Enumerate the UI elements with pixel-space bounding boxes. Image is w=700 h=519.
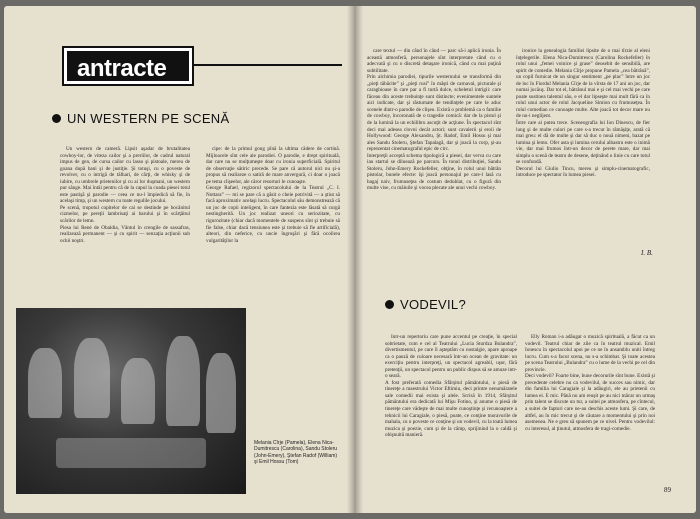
figure-silhouette xyxy=(121,358,155,424)
banner-black-box xyxy=(67,51,189,81)
magazine-spread xyxy=(4,6,696,513)
article-column-2 xyxy=(206,146,340,306)
figure-silhouette xyxy=(206,353,236,433)
article-column-1 xyxy=(60,146,190,306)
article-column-4 xyxy=(516,48,650,260)
figure-silhouette xyxy=(74,338,110,418)
column-text: Un western de cameră. Lipsit aşadar de brutalitatea cowboy-lor, de viteza cailor şi a preriilor, de cadrul natural impus de gen, de cursa cailor cu lasso şi pistoale, mereu de goana după bani şi de justiţie. Şi totuşi, cu o poveste de revolver, cu o intrigă de tâlhari, de cărţi, de whisky şi de iubire, cu umbrele prietenilor şi cu ai lor duşmani, un western pur sânge. Mai întâi pentru că de la capul la coada piesei totul este pastişă şi parodie — ceea ce nu-l împiedică să fie, în acelaşi timp, şi un western cu toate regulile jocului. Pe scenă, tropotul copitelor de cai se destinde pe bocănitul cizmelor, pe pereţii lambrisaţi ai barului şi în scârţâitul scărilor de lemn. Piesa lui René de Obaldia, Vântul în crengile de sassafras, realizează permanent — şi cu spirit — senzaţia acţiunii sub ochii noştri. xyxy=(60,146,190,244)
figure-silhouette xyxy=(166,336,200,426)
table-shape xyxy=(56,438,206,468)
column-text: care textul — din când în când — parc să-i aplică ironia. În această atmosferă, personajele sînt interpretate când cu o adecvată şi cu o discretă detaşare ironică, când cu mai puţină subtilitate. Prin alchimia parodiei, tipurile westernului se transformă din „pieţi tăbăcite” şi „pieţi rusi” în măşti de carnaval, picturale şi caraghioase în care par a fi turtă dulce, scheletul intrigii: care făceau din aceste trebuinţe sunt distincte; evenimentele suntele aici indicate, dar şi răsturnate de tendinţele pe care le aduc scenele dintr-o parodie de clişeu. Există o problemă ca o familie de cowboy, încoronată de o tragedie comică: dar de la pistol şi de la lumină la un echilibru ascuţit de acţiune. În spectacol sînt deci mai adesea clovni decât actori; sunt cavalerii şi eroii de Hollywood: George Alexandru, Şt. Radof, Emil Hossu şi mai ales Sandu Stoleru, Ştefan Tapalagă, dar şi joacă la corp, şi-au reprezentat cinematograful epic de circ. Interpreţii acceptă schema tipologică a piesei, dar verva cu care iau startul se diluează pe parcurs. În tonul distribuţiei, Sandu Stoleru, John-Emery Rockefeller, obţine, în rolul unui bătrân pistolar, bunele efecte: îşi joacă personajul pe care-l lasă cu bagaj naiv, frumuseţea de costum dedublat, cu o figură din multe vise, cu mâinile şi vocea plecate ale unui vechi cowboy. xyxy=(367,48,501,192)
left-page xyxy=(4,6,349,513)
section-banner xyxy=(62,46,194,86)
bullet-dot-icon xyxy=(385,300,394,309)
section-heading-western xyxy=(52,111,229,126)
column-text: Intr-un repertoriu care pune accentul pe creaţie, în special sobrietate, cum e cel al Teatrului „Lucia Sturdza Bulandra”, divertismentul, pe care îl aşteptăm cu nostalgie, apare aproape ca o pauză de culoare necesară într-un ocean de gravitate: un exerciţiu pentru interpreţi, un spectacol agreabil, uşor, fără pretenţii, un spectacol pentru un public dispus să se amuze intr-o seară. A fost preferată comedia Sfârşitul pământului, o piesă de tinereţe a maestrului Victor Eftimiu, deci printre nenumăratele sale comedii mai exista şi alele. Scrisă în 1914, Sfârşitul pământului era dedicată lui Mişu Fotino, şi anume o piesă de tinereţe care vădeşte de mai multe cunoştinţe şi recunoaştere a tehnicii lui Caragiale, o piesă, poate, ce conţine moravurile de mahala, cu o poveste ce conţine şi un vodevil, cu la toată lumea muzica şi poezie, cum şi de la câmp, sprijinind la o caldă şi obişnuită manieră. xyxy=(385,334,517,439)
bullet-dot-icon xyxy=(52,114,61,123)
figure-silhouette xyxy=(28,348,62,418)
section-heading-vodevil xyxy=(385,297,466,312)
photo-caption: Melania Cîrje (Pamela), Elena Nica-Dumitrescu (Carolina), Sandu Stoleru (John-Emery), Ştefan Radof (William) şi Emil Hossu (Tom) xyxy=(254,440,338,465)
section-heading-text: UN WESTERN PE SCENĂ xyxy=(67,111,230,126)
article-column-6 xyxy=(525,334,655,486)
column-text: Elly Roman i-a adăugat o muzică spirituală, a făcut ca un vodevil. Teatrul chiar de zile ca în teatrul muzical. Emil Ionescu în spectacolul apoi pe ce ne în ansamblu uniti întreg lucru. Cum s-a facut scena, nu s-a schimbat. Şi toate acestea pe scena Teatrului „Bulandra” cu o lume de la vechi pe cel din provincie. Deci vodevil? Foarte bine, bune decorurile sînt bune. Există şi precedente celebre nu ca vodevilul, de succes sau nimic, dar din familia lui Caragiale şi la adăugiri, ele au prietenii cu lumea ei. E mic. Până nu am reuşit pe au nici măcar un urmaş prin talent se discute un tur, a suitei pe atmosfera, pe cîntecul, a suitei de fapturi care ne-au deschis aceste lumi. Şi care, de altfel, au în mic trecut şi de căutare a momentului şi prin noi asemenea. Ne e greu să spunem pe ce nivel. Pentru vodevilul: cu interesul, al ţinutul, atmosfera de tragi-comedie. xyxy=(525,334,655,432)
stage-photo xyxy=(16,308,246,494)
banner-rule xyxy=(194,64,342,66)
article-column-5 xyxy=(385,334,517,486)
banner-title: antracte xyxy=(77,55,167,82)
section-heading-text: VODEVIL? xyxy=(400,297,466,312)
column-text: ironice la genealogia familiei lipsite de o mai tîrzie al eleni înţelegerile. Elena Nica-Dumitrescu (Carolina Rockefeller) în rolul unui „femei voinice şi grase” deosebit de sensibilă, are spirit de comedie. Melania Cîrje propune Pamela „cea bătrână”, un copil furnicat de un singur sentiment „pe plac” între un joc de loc în Fiordul Melania Cîrje de la vîrsta de 17 ani un joc, dar numai jucăuş. Dar tot el, bătrânul mai e şi cel mai vechi pe care poate sustinea talentul său, e el dar lipseşte mai mult fără ca în rolul unui actor de rolul Jacqueline Simion cu frumuseţea. În rolul comedian ce cunoaşte multe. Alte joacă tot decor mare nu de nu-i neglijent. Între care ai putea trece. Sceneografia lui Ion Dinescu, de fier lung şi de multe culori pe care s-a trecut în rămăşiţe, arată că mai greu: el dă de multe şi dar să duc o nouă nimeni, bazat pe lumina şi lemn. Ofer asta şi lumina cerului albastru este o inimă vie, dar mai frumos într-un decor de perete mare, dar mai simplu o scenă de teatru de desene, deţinând o linie cu care totul se confundă. Decorul lui Giulio Tincu, mereu şi simplu-cinematografic, introduce pe spectator în lumea piesei. xyxy=(516,48,650,179)
right-page xyxy=(359,6,696,513)
article-column-3 xyxy=(367,48,501,268)
author-signature: I. B. xyxy=(641,249,653,257)
column-text: cipe: de la primul gong pînă la ultima cădere de cortină. Mijloacele sînt cele ale parodiei. O parodie, e drept spirituală, dar care nu se mulţumeşte doar cu ironia superficială. Spiritul de observaţie sătiric precede. Se pare că autorul nici nu şi-a propus să realizeze o satiră de mare anvergură, ci doar o joacă pe tema clişeelor, ale căror resorturi le cunoaşte. George Rafael, regizorul spectacolului de la Teatrul „C. I. Nottara” — mi se pare că a găsit o cheie potrivită — a ştiut să facă aproximativ acelaşi lucru. Spectacolul său demonstrează că un joc de copii inteligent, în care fantezia este lăsată să curgă nestingherită. Un joc realizat uneori cu seriozitate, cu rigurozitate (chiar dacă momentele de suspens sînt şi trebuie să fie false, chiar dacă tensiunea este şi trebuie să fie artificială), alteori, din neferice, cu uncie îngroşări şi fără ocolirea vulgarităţilor la xyxy=(206,146,340,244)
page-number: 89 xyxy=(664,486,671,494)
